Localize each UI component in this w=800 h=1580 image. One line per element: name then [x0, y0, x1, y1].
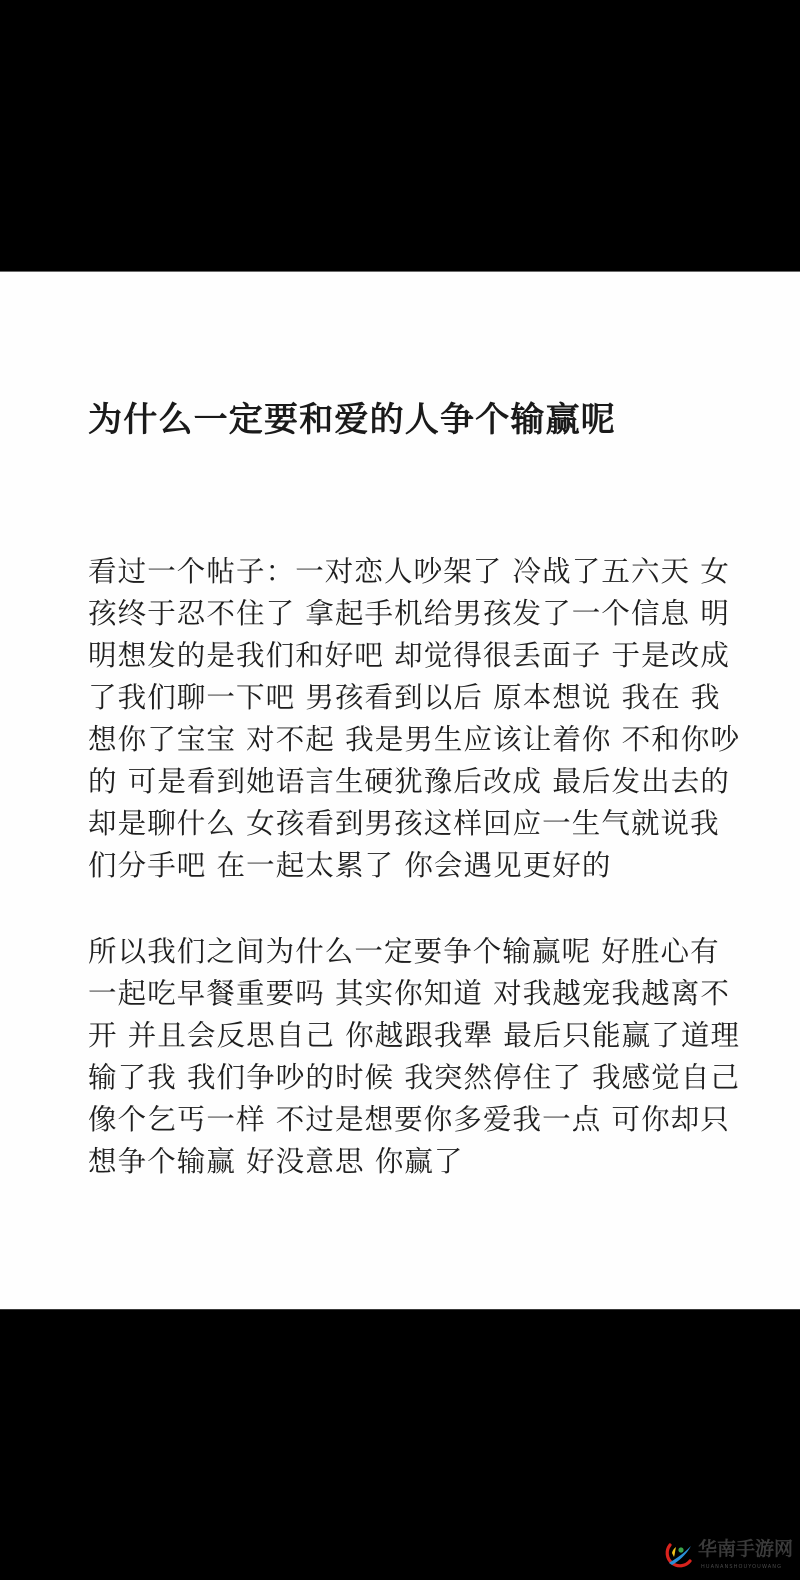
paragraph-line: 的 可是看到她语言生硬犹豫后改成 最后发出去的: [88, 765, 730, 798]
paragraph-line: 了我们聊一下吧 男孩看到以后 原本想说 我在 我: [88, 681, 721, 714]
paragraph-line: 看过一个帖子：一对恋人吵架了 冷战了五六天 女: [88, 555, 730, 588]
paragraph-line: 想你了宝宝 对不起 我是男生应该让着你 不和你吵: [88, 723, 741, 756]
post-paragraph-1: [88, 551, 741, 887]
paragraph-line: 开 并且会反思自己 你越跟我犟 最后只能赢了道理: [88, 1019, 741, 1052]
paragraph-line: 输了我 我们争吵的时候 我突然停住了 我感觉自己: [88, 1061, 741, 1094]
paragraph-line: 像个乞丐一样 不过是想要你多爱我一点 可你却只: [88, 1103, 730, 1136]
site-watermark: [664, 1537, 798, 1577]
paragraph-line: 所以我们之间为什么一定要争个输赢呢 好胜心有: [88, 935, 720, 968]
top-black-bar: [0, 0, 800, 270]
watermark-site-name: 华南手游网: [698, 1538, 794, 1560]
paragraph-line: 一起吃早餐重要吗 其实你知道 对我越宠我越离不: [88, 977, 730, 1010]
paragraph-line: 想争个输赢 好没意思 你赢了: [88, 1145, 464, 1178]
swoosh-logo-icon: [664, 1539, 694, 1569]
paragraph-line: 们分手吧 在一起太累了 你会遇见更好的: [88, 849, 612, 882]
post-title: 为什么一定要和爱的人争个输赢呢: [88, 400, 616, 440]
paragraph-line: 明想发的是我们和好吧 却觉得很丢面子 于是改成: [88, 639, 730, 672]
watermark-site-pinyin: HUANANSHOUYOUWANG: [701, 1564, 783, 1570]
post-paragraph-2: [88, 931, 741, 1183]
paragraph-line: 孩终于忍不住了 拿起手机给男孩发了一个信息 明: [88, 597, 730, 630]
paragraph-line: 却是聊什么 女孩看到男孩这样回应一生气就说我: [88, 807, 720, 840]
